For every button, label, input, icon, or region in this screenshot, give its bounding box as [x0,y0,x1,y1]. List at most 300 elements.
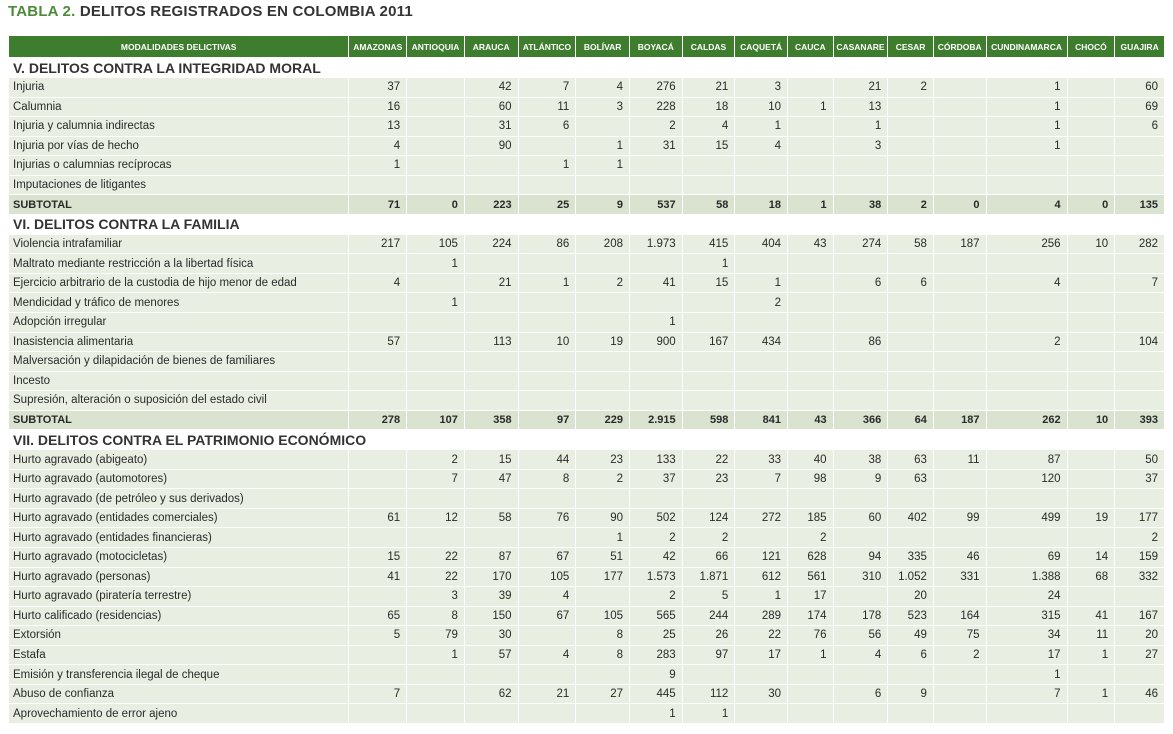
table-cell [576,665,630,685]
table-cell [933,136,986,156]
table-cell: 104 [1115,332,1165,352]
table-cell: 27 [1115,645,1165,665]
table-cell: 31 [464,117,518,137]
table-row [9,371,1165,391]
table-cell [933,371,986,391]
row-label: Abuso de confianza [9,684,349,704]
table-cell: 598 [682,410,735,430]
table-cell [576,587,630,607]
table-cell [464,528,518,548]
table-cell: 58 [888,234,934,254]
table-cell: 2 [888,78,934,98]
table-cell [576,175,630,195]
table-cell: 26 [682,626,735,646]
subtotal-row [9,195,1165,215]
table-row [9,665,1165,685]
table-row [9,528,1165,548]
table-cell [735,528,788,548]
table-cell: 17 [788,587,834,607]
table-cell: 7 [518,78,576,98]
table-row [9,567,1165,587]
table-cell: 1 [735,273,788,293]
table-cell: 41 [349,567,407,587]
table-cell [1115,391,1165,411]
table-cell: 1 [629,704,682,724]
table-cell [1115,156,1165,176]
table-cell [933,313,986,333]
table-cell [933,665,986,685]
table-cell [1067,352,1115,372]
table-cell: 105 [407,234,465,254]
table-cell [788,78,834,98]
table-cell [464,489,518,509]
table-cell: 30 [735,684,788,704]
table-cell [1067,332,1115,352]
table-cell [788,313,834,333]
table-cell [888,391,934,411]
table-cell [407,273,465,293]
table-cell: 331 [933,567,986,587]
table-row [9,78,1165,98]
table-cell: 7 [349,684,407,704]
table-cell [888,293,934,313]
table-cell [735,156,788,176]
table-cell [986,254,1067,274]
table-cell: 1.573 [629,567,682,587]
table-cell: 1.871 [682,567,735,587]
table-cell [349,587,407,607]
table-cell: 402 [888,508,934,528]
table-cell: 523 [888,606,934,626]
table-row [9,117,1165,137]
row-label: Calumnia [9,97,349,117]
table-cell: 65 [349,606,407,626]
row-label: Hurto calificado (residencias) [9,606,349,626]
table-cell: 1 [986,136,1067,156]
table-row [9,645,1165,665]
table-cell: 1 [1067,645,1115,665]
table-cell: 1 [735,117,788,137]
table-cell [464,704,518,724]
table-cell [888,528,934,548]
table-cell: 97 [682,645,735,665]
table-cell: 262 [986,410,1067,430]
table-number: TABLA 2. [8,3,76,20]
table-cell: 335 [888,548,934,568]
table-cell: 15 [349,548,407,568]
table-cell: 10 [735,97,788,117]
table-cell: 20 [1115,626,1165,646]
table-cell: 25 [518,195,576,215]
table-cell [933,97,986,117]
table-cell: 1 [349,156,407,176]
table-cell: 57 [349,332,407,352]
table-cell: 19 [1067,508,1115,528]
table-cell [407,528,465,548]
table-cell: 228 [629,97,682,117]
table-row [9,508,1165,528]
column-header: CESAR [888,36,934,58]
table-cell [518,489,576,509]
table-cell: 64 [888,410,934,430]
table-cell: 612 [735,567,788,587]
table-cell [407,371,465,391]
table-cell: 561 [788,567,834,587]
table-cell: 2 [1115,528,1165,548]
table-cell: 358 [464,410,518,430]
table-cell: 13 [349,117,407,137]
table-cell [933,273,986,293]
table-cell [682,175,735,195]
table-cell: 39 [464,587,518,607]
row-label: Mendicidad y tráfico de menores [9,293,349,313]
table-cell [1115,293,1165,313]
table-cell [1115,587,1165,607]
table-cell [788,156,834,176]
table-cell [986,352,1067,372]
table-cell [986,371,1067,391]
table-cell: 177 [576,567,630,587]
table-cell [576,489,630,509]
table-cell [833,156,888,176]
table-row [9,313,1165,333]
table-cell [788,489,834,509]
table-cell: 393 [1115,410,1165,430]
table-cell [407,313,465,333]
table-cell: 71 [349,195,407,215]
table-cell [349,313,407,333]
table-row [9,254,1165,274]
table-cell: 60 [464,97,518,117]
table-cell: 87 [986,450,1067,470]
table-cell: 174 [788,606,834,626]
table-cell: 1 [788,645,834,665]
table-cell: 86 [518,234,576,254]
table-cell [833,371,888,391]
table-cell: 46 [1115,684,1165,704]
table-cell [833,313,888,333]
table-cell: 69 [986,548,1067,568]
table-cell: 1 [407,645,465,665]
table-cell [1067,704,1115,724]
table-cell: 41 [1067,606,1115,626]
table-cell: 900 [629,332,682,352]
table-title [8,3,413,20]
table-cell [788,391,834,411]
table-cell: 8 [576,645,630,665]
table-cell [682,489,735,509]
table-row [9,175,1165,195]
table-cell [1067,469,1115,489]
table-cell: 15 [464,450,518,470]
row-label: Maltrato mediante restricción a la libertad física [9,254,349,274]
row-label: SUBTOTAL [9,410,349,430]
table-cell [407,391,465,411]
table-cell [788,254,834,274]
table-cell [629,371,682,391]
table-cell: 37 [629,469,682,489]
table-cell: 4 [349,273,407,293]
table-cell: 1 [682,254,735,274]
table-cell: 15 [682,136,735,156]
table-cell [349,665,407,685]
table-cell [629,391,682,411]
table-cell [1115,254,1165,274]
column-header: AMAZONAS [349,36,407,58]
table-cell [576,254,630,274]
column-header: CHOCÓ [1067,36,1115,58]
table-cell [735,704,788,724]
table-row [9,234,1165,254]
row-label: Hurto agravado (entidades comerciales) [9,508,349,528]
table-cell: 42 [464,78,518,98]
table-cell [1067,273,1115,293]
table-cell [933,332,986,352]
table-cell [933,175,986,195]
table-cell: 185 [788,508,834,528]
table-row [9,136,1165,156]
table-cell: 217 [349,234,407,254]
row-label: Hurto agravado (personas) [9,567,349,587]
table-cell: 6 [1115,117,1165,137]
table-cell [576,391,630,411]
table-cell [1067,489,1115,509]
table-cell [788,175,834,195]
table-cell [576,352,630,372]
table-cell: 3 [735,78,788,98]
column-header: GUAJIRA [1115,36,1165,58]
table-cell: 76 [518,508,576,528]
table-cell [576,371,630,391]
table-cell: 628 [788,548,834,568]
table-cell [518,528,576,548]
table-cell: 4 [735,136,788,156]
section-header-row [9,58,1165,78]
table-cell: 2 [788,528,834,548]
table-cell [349,175,407,195]
table-cell: 25 [629,626,682,646]
table-cell: 3 [407,587,465,607]
table-cell [407,117,465,137]
table-cell: 2 [407,450,465,470]
table-cell: 10 [518,332,576,352]
row-label: Imputaciones de litigantes [9,175,349,195]
row-label: Injuria por vías de hecho [9,136,349,156]
table-cell: 1.388 [986,567,1067,587]
table-cell: 11 [933,450,986,470]
table-cell: 164 [933,606,986,626]
table-cell: 167 [1115,606,1165,626]
table-cell [518,665,576,685]
table-row [9,626,1165,646]
table-cell: 167 [682,332,735,352]
table-cell: 4 [986,195,1067,215]
table-cell [833,391,888,411]
table-cell: 2 [986,332,1067,352]
row-label: Ejercicio arbitrario de la custodia de hijo menor de edad [9,273,349,293]
table-cell: 2.915 [629,410,682,430]
table-cell [986,704,1067,724]
section-title: VII. DELITOS CONTRA EL PATRIMONIO ECONÓMICO [9,430,1165,450]
table-cell: 6 [518,117,576,137]
row-label: Supresión, alteración o suposición del estado civil [9,391,349,411]
table-cell [629,175,682,195]
column-header: CASANARE [833,36,888,58]
table-cell: 21 [682,78,735,98]
header-row [9,36,1165,58]
table-cell: 256 [986,234,1067,254]
table-cell: 4 [576,78,630,98]
table-cell: 61 [349,508,407,528]
table-cell [888,313,934,333]
table-cell [518,704,576,724]
table-cell: 58 [682,195,735,215]
table-cell: 1 [788,97,834,117]
table-cell [407,156,465,176]
table-cell: 38 [833,450,888,470]
table-cell [986,391,1067,411]
table-cell: 21 [833,78,888,98]
table-cell [629,352,682,372]
table-cell: 9 [833,469,888,489]
table-cell: 7 [986,684,1067,704]
table-cell: 135 [1115,195,1165,215]
table-cell [833,175,888,195]
table-cell: 7 [1115,273,1165,293]
table-cell [1115,371,1165,391]
table-cell: 223 [464,195,518,215]
table-cell: 1 [576,156,630,176]
table-cell [1115,175,1165,195]
table-row [9,587,1165,607]
table-cell: 69 [1115,97,1165,117]
table-cell [464,665,518,685]
table-cell: 1.052 [888,567,934,587]
table-cell: 3 [576,97,630,117]
table-cell [407,136,465,156]
row-label: Hurto agravado (piratería terrestre) [9,587,349,607]
table-cell: 44 [518,450,576,470]
table-cell: 5 [682,587,735,607]
table-cell: 27 [576,684,630,704]
column-header: CAUCA [788,36,834,58]
table-cell [1067,313,1115,333]
table-cell: 86 [833,332,888,352]
table-cell: 283 [629,645,682,665]
table-cell [407,332,465,352]
table-cell: 0 [933,195,986,215]
table-cell [349,469,407,489]
table-row [9,606,1165,626]
table-cell [735,665,788,685]
table-cell [682,156,735,176]
table-cell: 62 [464,684,518,704]
table-cell: 1 [518,273,576,293]
table-cell: 0 [407,195,465,215]
row-label: Injuria y calumnia indirectas [9,117,349,137]
table-cell [1067,117,1115,137]
table-cell: 0 [1067,195,1115,215]
table-cell [464,156,518,176]
table-cell: 310 [833,567,888,587]
table-cell [888,489,934,509]
column-header: ARAUCA [464,36,518,58]
table-cell: 187 [933,410,986,430]
table-cell [407,175,465,195]
crime-table [8,35,1165,724]
table-cell: 30 [464,626,518,646]
table-cell [788,117,834,137]
table-cell: 21 [464,273,518,293]
row-label: Injuria [9,78,349,98]
table-cell: 60 [1115,78,1165,98]
table-cell [349,254,407,274]
table-cell: 76 [788,626,834,646]
table-cell [888,352,934,372]
table-cell: 22 [735,626,788,646]
table-cell [518,293,576,313]
table-cell: 22 [682,450,735,470]
table-cell [576,704,630,724]
table-cell [1067,156,1115,176]
table-cell: 18 [735,195,788,215]
table-cell: 8 [407,606,465,626]
table-cell: 2 [629,528,682,548]
table-cell [833,587,888,607]
table-cell: 67 [518,548,576,568]
table-cell: 97 [518,410,576,430]
table-cell [933,391,986,411]
table-cell [682,293,735,313]
table-cell: 4 [349,136,407,156]
table-cell [735,313,788,333]
table-cell: 124 [682,508,735,528]
table-cell: 50 [1115,450,1165,470]
row-label: SUBTOTAL [9,195,349,215]
table-cell [518,254,576,274]
column-header: CALDAS [682,36,735,58]
table-cell: 20 [888,587,934,607]
table-cell: 38 [833,195,888,215]
column-header: ANTIOQUIA [407,36,465,58]
table-cell [349,450,407,470]
table-cell [1067,254,1115,274]
table-cell: 99 [933,508,986,528]
table-cell [518,626,576,646]
table-cell: 2 [576,469,630,489]
table-cell [933,528,986,548]
table-cell: 67 [518,606,576,626]
table-cell: 60 [833,508,888,528]
table-cell: 3 [833,136,888,156]
table-cell: 17 [735,645,788,665]
table-cell: 502 [629,508,682,528]
table-cell: 332 [1115,567,1165,587]
row-label: Adopción irregular [9,313,349,333]
table-cell: 31 [629,136,682,156]
table-row [9,469,1165,489]
section-title: VI. DELITOS CONTRA LA FAMILIA [9,214,1165,234]
table-cell [1067,97,1115,117]
table-cell: 107 [407,410,465,430]
table-cell [1115,136,1165,156]
row-label: Hurto agravado (abigeato) [9,450,349,470]
column-header: BOYACÁ [629,36,682,58]
row-label: Malversación y dilapidación de bienes de familiares [9,352,349,372]
table-cell [888,665,934,685]
table-cell: 75 [933,626,986,646]
table-cell: 4 [518,645,576,665]
